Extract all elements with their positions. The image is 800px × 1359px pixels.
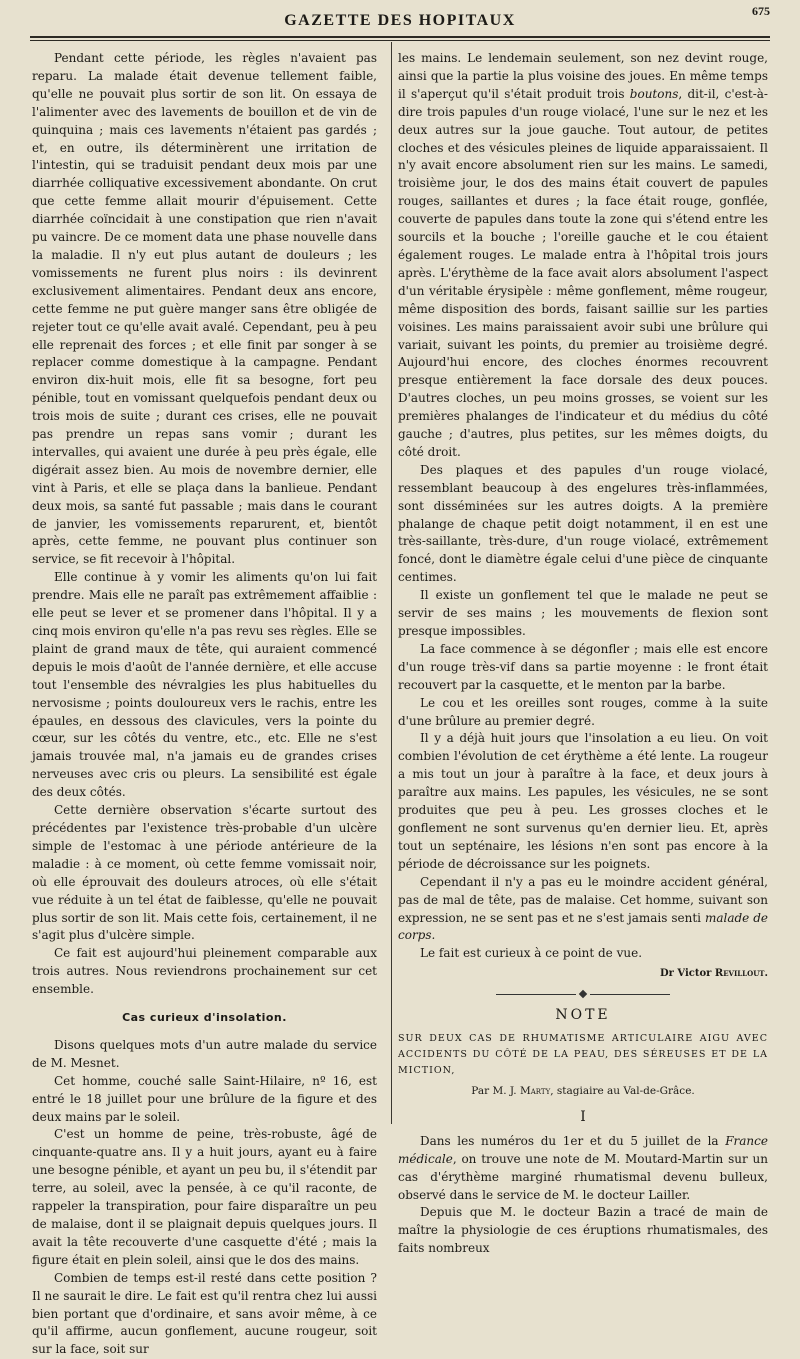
paragraph: Il y a déjà huit jours que l'insolation a eu lieu. On voit combien l'évolution de cet érythème a été lente. La rougeur a mis tout un jour à paraître à la face, et deux jours à paraître aux mains. Les papules, les vésicules, ne se sont produites que peu à peu. Les grosses cloches et le gonflement ne sont survenus qu'en dernier lieu. Et, après tout un septénaire, les lésions n'en sont pas encore à la période de décroissance sur les poignets. [398,731,768,871]
signature-name: Revillout. [714,968,768,980]
paragraph [398,50,768,462]
paragraph: Cette dernière observation s'écarte surtout des précédentes par l'existence très-probable d'un ulcère simple de l'estomac à une période antérieure de la maladie : à ce moment, où cette femme vomissait noir, où elle éprouvait des douleurs atroces, où elle s'était vue réduite à un tel état de faiblesse, qu'elle ne pouvait plus sortir de son lit. Mais cette fois, certainement, il ne s'agit plus d'ulcère simple. [32,803,377,943]
ornament-line [496,994,576,995]
left-column [32,50,377,1357]
signature-prefix: Dr Victor [659,968,715,980]
right-column [398,50,769,1256]
paragraph: Elle continue à y vomir les aliments qu'on lui fait prendre. Mais elle ne paraît pas extrêmement affaiblie : elle peut se lever et se promener dans l'hôpital. Il y a cinq mois environ qu'elle n'a pas revu ses règles. Elle se plaint de grand maux de tête, qui auraient commencé depuis le mois d'août de l'année dernière, et elle accuse tout l'ensemble des névralgies les plus habituelles du nervosisme ; points douloureux vers le rachis, entre les épaules, en dessous des clavicules, vers la pointe du cœur, sur les côtés du ventre, etc., etc. Elle ne s'est jamais trouvée mal, n'a jamais eu de grandes crises nerveuses avec cris ou pleurs. La sensibilité est égale des deux côtés. [32,570,377,800]
text-run: les mains. Le lendemain seulement, son nez devint rouge, ainsi que la partie la plus voisine des joues. En même temps il s'aperçut qu'il s'était produit trois [398,51,768,101]
italic-text: France médicale [398,1133,768,1166]
ornament-diamond [579,990,587,998]
paragraph: C'est un homme de peine, très-robuste, âgé de cinquante-quatre ans. Il y a huit jours, ayant eu à faire une besogne pénible, et ayant un peu bu, il s'étendit par terre, au soleil, avec la pensée, à ce qu'il raconte, de rappeler la transpiration, pour faire disparaître un peu de malaise, dont il se plaignait depuis quelques jours. Il avait la tête recouverte d'une casquette d'été ; mais la figure était en plein soleil, ainsi que le dos des mains. [32,1127,377,1267]
paragraph [398,1133,768,1205]
separator-ornament [398,991,768,997]
section-number: I [580,1108,586,1125]
note-subject: SUR DEUX CAS DE RHUMATISME ARTICULAIRE AIGU AVEC ACCIDENTS DU CÔTÉ DE LA PEAU, DES SÉREUSES ET DE LA MICTION, [398,1033,768,1077]
paragraph: Pendant cette période, les règles n'avaient pas reparu. La malade était devenue tellement faible, qu'elle ne pouvait plus sortir de son lit. On essaya de l'alimenter avec des lavements de bouillon et de vin de quinquina ; mais ces lavements n'étaient pas gardés ; et, en outre, ils déterminèrent une irritation de l'intestin, qui se traduisit pendant deux mois par une diarrhée colliquative excessivement abondante. On crut que cette femme allait mourir d'épuisement. Cette diarrhée coïncidait à une constipation que rien n'avait pu vaincre. De ce moment data une phase nouvelle dans la maladie. Il n'y eut plus autant de douleurs ; les vomissements ne furent plus noirs : ils devinrent exclusivement alimentaires. Pendant deux ans encore, cette femme ne put guère manger sans être obligée de rejeter tout ce qu'elle avait avalé. Cependant, peu à peu elle reprenait des forces ; et elle finit par songer à se replacer comme domestique à la campagne. Pendant environ dix-huit mois, elle fit sa besogne, fort peu pénible, tout en vomissant quelquefois pendant deux ou trois mois de suite ; durant ces crises, elle ne pouvait pas prendre un repas sans vomir ; durant les intervalles, qui avaient une durée à peu près égale, elle digérait assez bien. Au mois de novembre dernier, elle vint à Paris, et elle se plaça dans la banlieue. Pendant deux mois, sa santé fut passable ; mais dans le courant de janvier, les vomissements reparurent, et, bientôt après, cette femme, ne pouvant plus continuer son service, se fit recevoir à l'hôpital. [32,51,377,567]
italic-text: boutons [629,86,679,101]
paragraph: Le cou et les oreilles sont rouges, comme à la suite d'une brûlure au premier degré. [398,695,768,728]
paragraph: Depuis que M. le docteur Bazin a tracé de main de maître la physiologie de ces éruptions rhumatismales, des faits nombreux [398,1205,768,1256]
paragraph: Ce fait est aujourd'hui pleinement comparable aux trois autres. Nous reviendrons prochainement sur cet ensemble. [32,946,377,997]
paragraph: Il existe un gonflement tel que le malade ne peut se servir de ses mains ; les mouvements de flexion sont presque impossibles. [398,588,768,638]
text-run: Cependant il n'y a pas eu le moindre accident général, pas de mal de tête, pas de malaise. Cet homme, suivant son expression, ne se sent pas et ne s'est jamais senti [398,874,768,925]
text-run: , dit-il, c'est-à-dire trois papules d'un rouge violacé, l'une sur le nez et les deux autres sur la joue gauche. Tout autour, de petites cloches et des vésicules pleines de liquide apparaissaient. Il n'y avait encore absolument rien sur les mains. Le samedi, troisième jour, le dos des mains était couvert de papules rouges, saillantes et dures ; la face était rouge, gonflée, couverte de papules dans toute la zone qui s'étend entre les sourcils et la bouche ; l'oreille gauche et le cou étaient également rouges. Le malade entra à l'hôpital trois jours après. L'érythème de la face avait alors absolument l'aspect d'un véritable érysipèle : même gonflement, même rougeur, même disposition des bords, faisant saillie sur les parties voisines. Les mains paraissaient avoir subi une brûlure qui variait, suivant les points, du premier au troisième degré. Aujourd'hui encore, des cloches énormes recouvrent presque entièrement la face dorsale des deux pouces. D'autres cloches, un peu moins grosses, se voient sur les premières phalanges de l'indicateur et du médius du côté gauche ; d'autres, plus petites, sur les mêmes doigts, du côté droit. [398,86,768,459]
paragraph: Des plaques et des papules d'un rouge violacé, ressemblant beaucoup à des engelures très-inflammées, sont disséminées sur les autres doigts. A la première phalange de chaque petit doigt notamment, il en est une très-saillante, très-dure, d'un rouge violacé, extrêmement foncé, dont le diamètre égale celui d'une pièce de cinquante centimes. [398,462,768,585]
header-rule-thin [30,40,770,41]
text-run: Dans les numéros du 1er et du 5 juillet de la [420,1133,726,1148]
ornament-line [590,994,670,995]
paragraph: La face commence à se dégonfler ; mais elle est encore d'un rouge très-vif dans sa partie moyenne : le front était recouvert par la casquette, et le menton par la barbe. [398,641,768,692]
author-suffix: , stagiaire au Val-de-Grâce. [550,1085,695,1098]
note-author [398,1083,768,1101]
text-run: , on trouve une note de M. Moutard-Martin sur un cas d'érythème marginé rhumatismal devenu bulleux, observé dans le service de M. le docteur Lailler. [398,1151,768,1202]
paragraph: Combien de temps est-il resté dans cette position ? Il ne saurait le dire. Le fait est qu'il rentra chez lui aussi bien portant que d'ordinaire, et sans avoir même, à ce qu'il affirme, aucun gonflement, aucune rougeur, soit sur la face, soit sur [32,1270,377,1357]
author-name: Marty [519,1085,551,1098]
paragraph: Cet homme, couché salle Saint-Hilaire, nº 16, est entré le 18 juillet pour une brûlure de la figure et des deux mains par le soleil. [32,1073,377,1124]
page-title: GAZETTE DES HOPITAUX [284,12,516,29]
italic-text: malade de corps. [398,910,769,943]
page-number: 675 [752,4,770,18]
paragraph: Disons quelques mots d'un autre malade du service de M. Mesnet. [32,1037,377,1070]
paragraph [398,874,768,946]
author-prefix: Par M. J. [471,1085,520,1098]
note-heading: NOTE [555,1007,611,1024]
column-divider [391,42,392,1124]
section-heading: Cas curieux d'insolation. [122,1011,287,1025]
header-rule-thick [30,36,770,38]
paragraph: Le fait est curieux à ce point de vue. [420,946,643,961]
signature [398,965,768,983]
